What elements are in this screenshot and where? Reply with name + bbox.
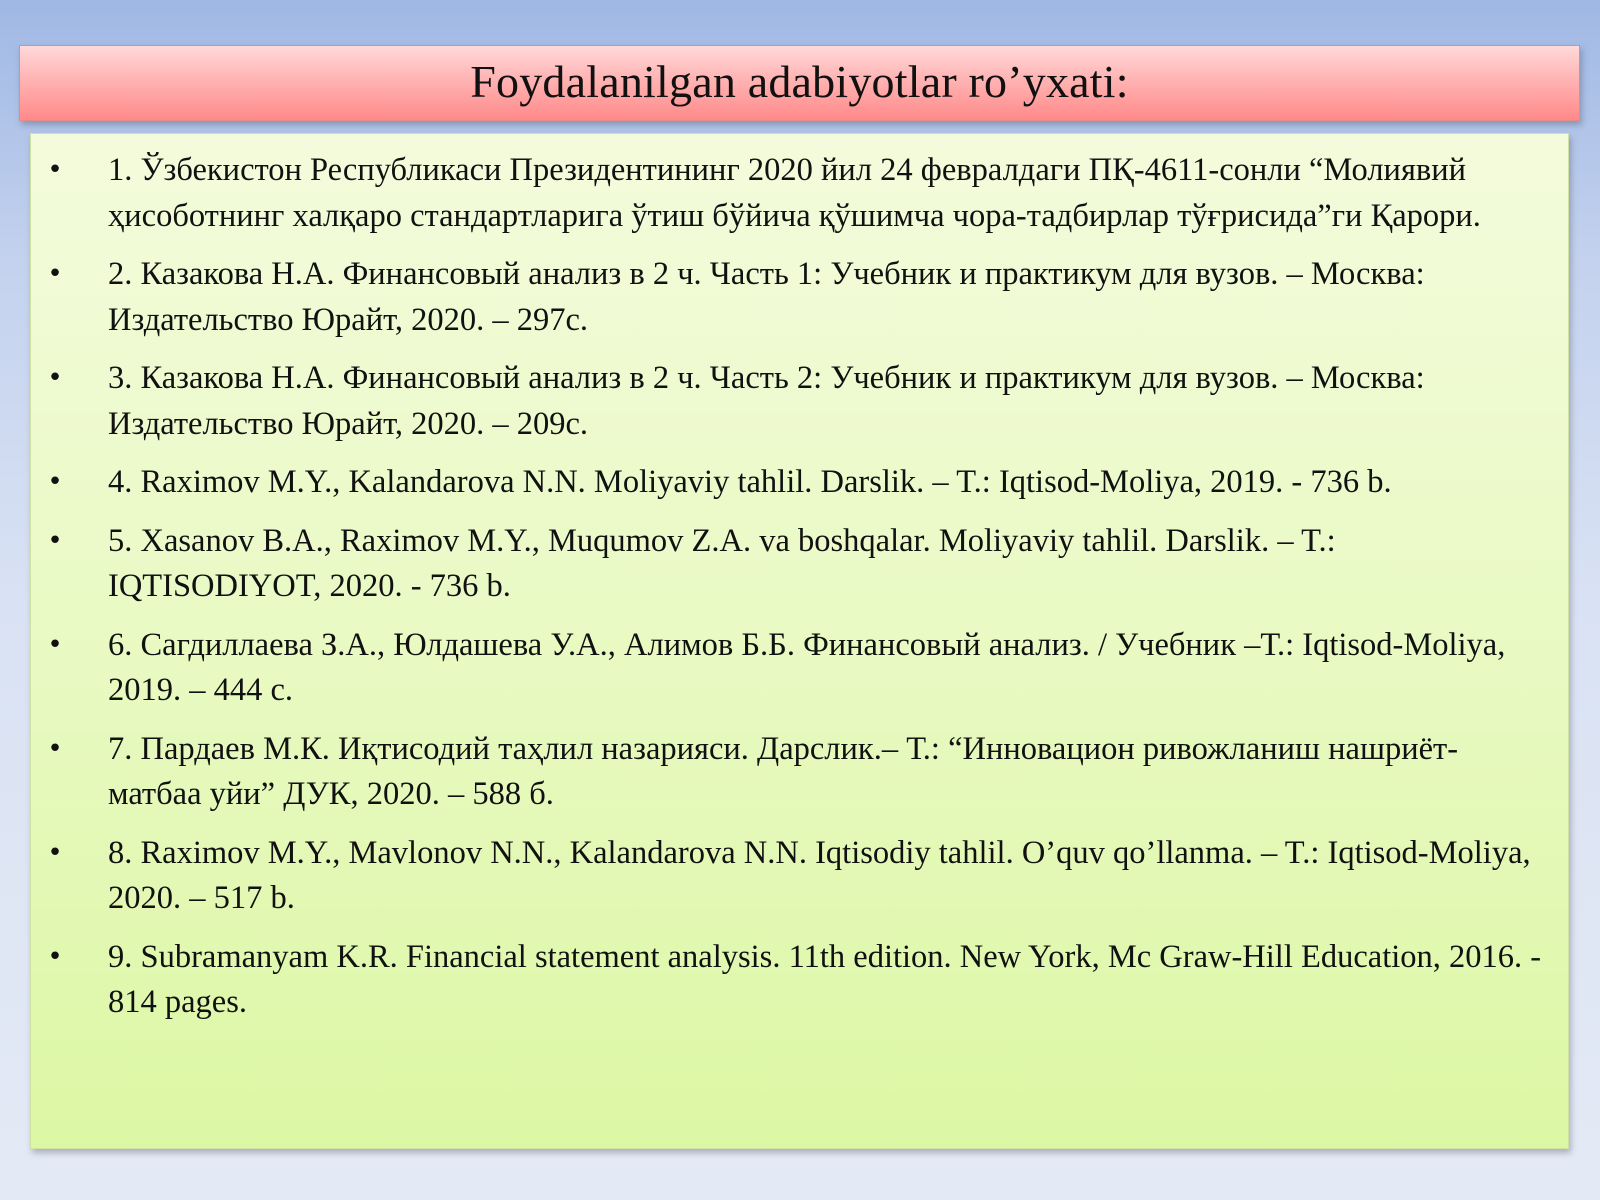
bullet-icon: • xyxy=(47,467,63,497)
reference-text: 9. Subramanyam K.R. Financial statement analysis. 11th edition. New York, Mc Graw-Hill Education, 2016. - 814 pages. xyxy=(108,938,1542,1020)
reference-text: 1. Ўзбекистон Республикаси Президентининг 2020 йил 24 февралдаги ПҚ-4611-сонли “Молиявий ҳисоботнинг халқаро стандартларига ўтиш бўйича қўшимча чора-тадбирлар тўғрисида”ги Қарори. xyxy=(108,152,1481,234)
reference-item xyxy=(31,935,1542,1026)
reference-item xyxy=(31,356,1542,447)
reference-text: 4. Raximov M.Y., Kalandarova N.N. Moliyaviy tahlil. Darslik. – T.: Iqtisod-Moliya, 2019. - 736 b. xyxy=(108,464,1392,500)
reference-text: 2. Казакова Н.А. Финансовый анализ в 2 ч. Часть 1: Учебник и практикум для вузов. – Москва: Издательство Юрайт, 2020. – 297с. xyxy=(108,256,1425,338)
bullet-icon: • xyxy=(47,363,63,393)
reference-text: 8. Raximov M.Y., Mavlonov N.N., Kalandarova N.N. Iqtisodiy tahlil. O’quv qo’llanma. – T.: Iqtisod-Moliya, 2020. – 517 b. xyxy=(108,834,1531,916)
bullet-icon: • xyxy=(47,259,63,289)
reference-item xyxy=(31,831,1542,922)
bullet-icon: • xyxy=(47,525,63,556)
references-list xyxy=(31,134,1568,1026)
reference-item xyxy=(31,148,1542,239)
bullet-icon: • xyxy=(47,629,63,660)
bullet-icon: • xyxy=(47,941,63,972)
reference-item xyxy=(31,460,1542,506)
reference-text: 6. Сагдиллаева З.А., Юлдашева У.А., Алимов Б.Б. Финансовый анализ. / Учебник –Т.: Iqtisod-Moliya, 2019. – 444 с. xyxy=(108,626,1506,708)
reference-item xyxy=(31,252,1542,343)
bullet-icon: • xyxy=(47,837,63,868)
references-panel xyxy=(30,133,1569,1149)
bullet-icon: • xyxy=(47,733,63,764)
reference-text: 3. Казакова Н.А. Финансовый анализ в 2 ч. Часть 2: Учебник и практикум для вузов. – Москва: Издательство Юрайт, 2020. – 209с. xyxy=(108,360,1425,442)
slide-title: Foydalanilgan adabiyotlar ro’yxati: xyxy=(470,56,1129,107)
reference-text: 5. Xasanov B.A., Raximov M.Y., Muqumov Z.A. va boshqalar. Moliyaviy tahlil. Darslik. – T.: IQTISODIYOT, 2020. - 736 b. xyxy=(108,522,1336,604)
reference-item xyxy=(31,519,1542,610)
bullet-icon: • xyxy=(47,155,63,185)
title-bar xyxy=(19,45,1580,121)
reference-item xyxy=(31,727,1542,818)
reference-item xyxy=(31,623,1542,714)
reference-text: 7. Пардаев М.К. Иқтисодий таҳлил назарияси. Дарслик.– Т.: “Инновацион ривожланиш нашриёт-матбаа уйи” ДУК, 2020. – 588 б. xyxy=(108,730,1459,812)
